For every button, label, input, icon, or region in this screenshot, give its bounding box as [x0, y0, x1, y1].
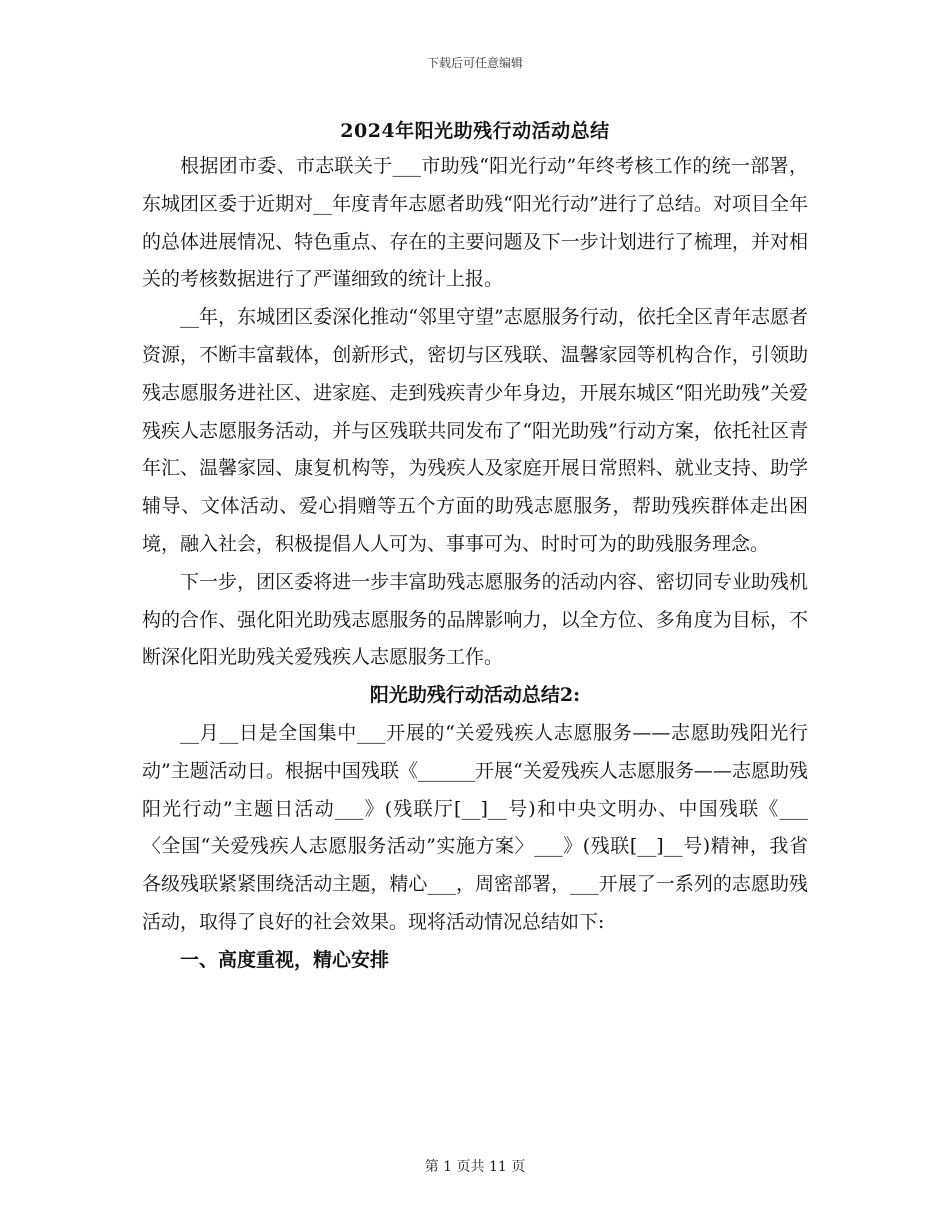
paragraph-3: 下一步，团区委将进一步丰富助残志愿服务的活动内容、密切同专业助残机构的合作、强化阳光助残志愿服务的品牌影响力，以全方位、多角度为目标，不断深化阳光助残关爱残疾人志愿服务工作。 — [142, 570, 808, 669]
page-header: 下载后可任意编辑 — [426, 56, 523, 70]
section-subtitle-2: 阳光助残行动活动总结2: — [369, 684, 581, 707]
document-body — [142, 148, 808, 980]
paragraph-1: 根据团市委、市志联关于___市助残“阳光行动”年终考核工作的统一部署，东城团区委于近期对__年度青年志愿者助残“阳光行动”进行了总结。对项目全年的总体进展情况、特色重点、存在的主要问题及下一步计划进行了梳理，并对相关的考核数据进行了严谨细致的统计上报。 — [142, 155, 808, 291]
document-title: 2024年阳光助残行动活动总结 — [340, 120, 610, 142]
paragraph-2: __年，东城团区委深化推动“邻里守望”志愿服务行动，依托全区青年志愿者资源，不断丰富载体，创新形式，密切与区残联、温馨家园等机构合作，引领助残志愿服务进社区、进家庭、走到残疾青少年身边，开展东城区“阳光助残”关爱残疾人志愿服务活动，并与区残联共同发布了“阳光助残”行动方案，依托社区青年汇、温馨家园、康复机构等，为残疾人及家庭开展日常照料、就业支持、助学辅导、文体活动、爱心捐赠等五个方面的助残志愿服务，帮助残疾群体走出困境，融入社会，积极提倡人人可为、事事可为、时时可为的助残服务理念。 — [142, 306, 808, 555]
section-heading-1: 一、高度重视，精心安排 — [180, 948, 390, 971]
page-footer: 第 1 页共 11 页 — [424, 1159, 526, 1175]
paragraph-4: __月__日是全国集中___开展的“关爱残疾人志愿服务——志愿助残阳光行动”主题活动日。根据中国残联《______开展“关爱残疾人志愿服务——志愿助残阳光行动”主题日活动___》(残联厅[__]__号)和中央文明办、中国残联《___〈全国“关爱残疾人志愿服务活动”实施方案〉___》(残联[__]__号)精神，我省各级残联紧紧围绕活动主题，精心___，周密部署，___开展了一系列的志愿助残活动，取得了良好的社会效果。现将活动情况总结如下: — [142, 721, 808, 933]
